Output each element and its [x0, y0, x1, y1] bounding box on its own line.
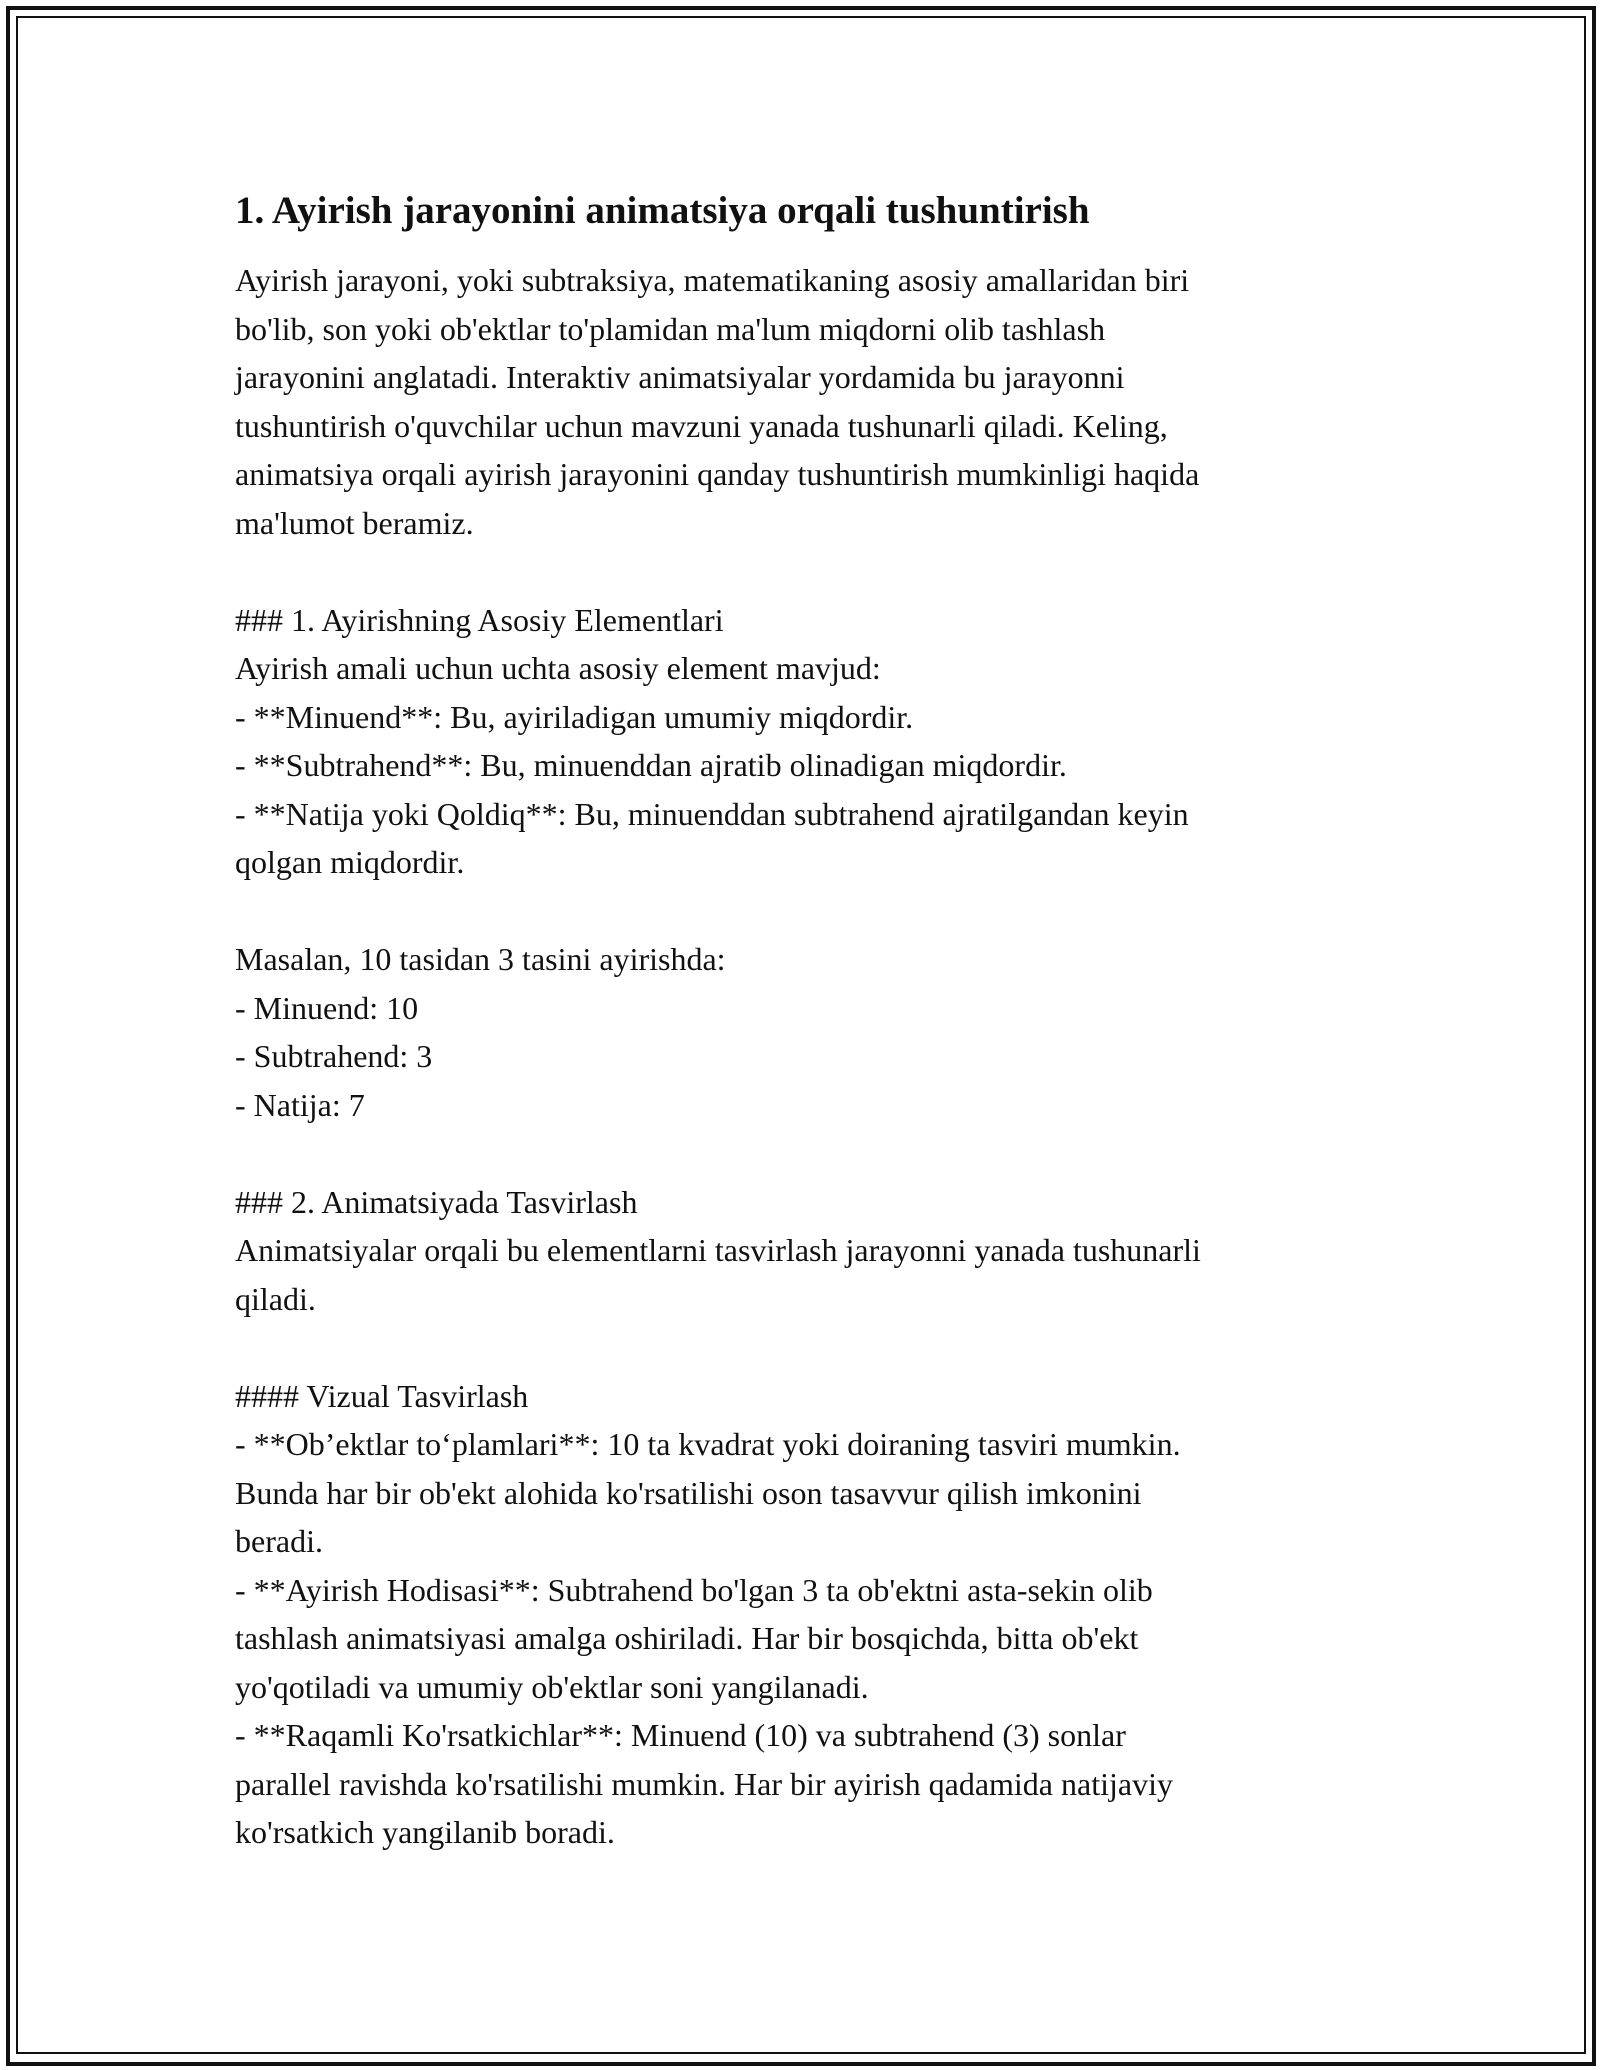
blank-line: [235, 547, 1365, 596]
text-line: - **Minuend**: Bu, ayiriladigan umumiy miqdordir.: [235, 698, 914, 735]
text-line: beradi.: [235, 1523, 323, 1559]
text-line: animatsiya orqali ayirish jarayonini qanday tushuntirish mumkinligi haqida: [235, 456, 1200, 492]
text-line: tushuntirish o'quvchilar uchun mavzuni yanada tushunarli qiladi. Keling,: [235, 407, 1168, 444]
text-line: ko'rsatkich yangilanib boradi.: [235, 1814, 615, 1850]
text-line: - Subtrahend: 3: [235, 1038, 433, 1074]
text-line: - Minuend: 10: [235, 989, 419, 1026]
document-text: [235, 256, 1365, 1857]
document-title: 1. Ayirish jarayonini animatsiya orqali tushuntirish: [235, 189, 1090, 232]
blank-line: [235, 1129, 1365, 1178]
text-line: bo'lib, son yoki ob'ektlar to'plamidan ma'lum miqdorni olib tashlash: [235, 310, 1106, 347]
text-line: Masalan, 10 tasidan 3 tasini ayirishda:: [235, 941, 726, 977]
text-line: - **Natija yoki Qoldiq**: Bu, minuenddan subtrahend ajratilgandan keyin: [235, 795, 1189, 832]
text-line: Animatsiyalar orqali bu elementlarni tasvirlash jarayonni yanada tushunarli: [235, 1232, 1201, 1268]
text-line: - **Ayirish Hodisasi**: Subtrahend bo'lgan 3 ta ob'ektni asta-sekin olib: [235, 1571, 1153, 1608]
blank-line: [235, 1323, 1365, 1372]
text-line: parallel ravishda ko'rsatilishi mumkin. Har bir ayirish qadamida natijaviy: [235, 1765, 1173, 1802]
text-line: - Natija: 7: [235, 1086, 365, 1123]
text-line: - **Ob’ektlar to‘plamlari**: 10 ta kvadrat yoki doiraning tasviri mumkin.: [235, 1426, 1181, 1462]
blank-line: [235, 887, 1365, 936]
text-line: Ayirish amali uchun uchta asosiy element mavjud:: [235, 650, 881, 686]
text-line: tashlash animatsiyasi amalga oshiriladi. Har bir bosqichda, bitta ob'ekt: [235, 1620, 1139, 1656]
document-body: [235, 186, 1365, 1857]
text-line: ### 1. Ayirishning Asosiy Elementlari: [235, 601, 724, 638]
text-line: #### Vizual Tasvirlash: [235, 1377, 529, 1414]
text-line: yo'qotiladi va umumiy ob'ektlar soni yangilanadi.: [235, 1668, 869, 1705]
text-line: Bunda har bir ob'ekt alohida ko'rsatilishi oson tasavvur qilish imkonini: [235, 1474, 1142, 1511]
text-line: jarayonini anglatadi. Interaktiv animatsiyalar yordamida bu jarayonni: [235, 359, 1125, 395]
text-line: qolgan miqdordir.: [235, 844, 465, 880]
text-line: - **Raqamli Ko'rsatkichlar**: Minuend (10) va subtrahend (3) sonlar: [235, 1717, 1126, 1753]
text-line: - **Subtrahend**: Bu, minuenddan ajratib olinadigan miqdordir.: [235, 747, 1067, 783]
text-line: ### 2. Animatsiyada Tasvirlash: [235, 1183, 638, 1220]
text-line: ma'lumot beramiz.: [235, 504, 474, 541]
text-line: qiladi.: [235, 1280, 316, 1317]
text-line: Ayirish jarayoni, yoki subtraksiya, matematikaning asosiy amallaridan biri: [235, 262, 1190, 298]
